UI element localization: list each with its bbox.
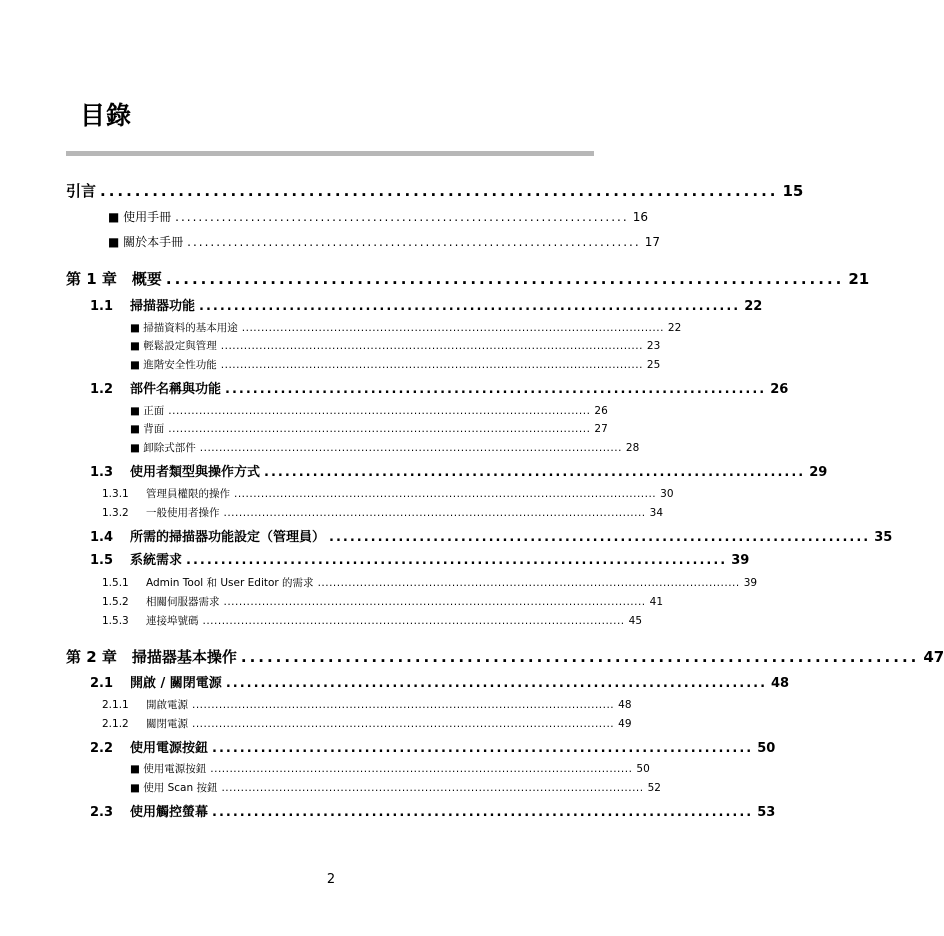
toc-page-number: 22 <box>744 299 763 314</box>
page-title: 目錄 <box>80 101 133 130</box>
toc-page-number: 30 <box>660 488 674 500</box>
toc-entry-1-2[interactable] <box>90 378 789 397</box>
toc-entry-label: 一般使用者操作 <box>146 507 220 519</box>
toc-leader-dots: .............................................................................. <box>225 676 768 691</box>
toc-entry-label: Admin Tool 和 User Editor 的需求 <box>146 577 314 589</box>
toc-page-number: 49 <box>618 718 632 730</box>
toc-entry-label: 掃描器功能 <box>130 299 196 314</box>
toc-entry-scan-data-usage[interactable] <box>130 320 682 335</box>
toc-page-number: 26 <box>770 382 789 397</box>
toc-entry-label: 部件名稱與功能 <box>130 382 222 397</box>
toc-entry-1-3[interactable] <box>90 461 828 480</box>
toc-entry-label: 開啟電源 <box>146 699 188 711</box>
toc-leader-dots: .............................................................................. <box>212 741 754 756</box>
toc-entry-label: 管理員權限的操作 <box>146 488 230 500</box>
toc-page-number: 15 <box>782 182 804 200</box>
toc-entry-label: 關閉電源 <box>146 718 188 730</box>
toc-leader-dots: .............................................................................................................. <box>317 577 740 589</box>
toc-leader-dots: .............................................................................................................. <box>221 782 644 794</box>
toc-page-number: 35 <box>874 530 893 545</box>
toc-entry-back[interactable] <box>130 421 608 436</box>
toc-entry-about-manual[interactable] <box>108 233 660 250</box>
toc-page-number: 45 <box>628 615 643 627</box>
toc-entry-manuals[interactable] <box>108 208 648 225</box>
toc-page-number: 21 <box>848 270 870 288</box>
toc-leader-dots: .............................................................................................................. <box>202 615 625 627</box>
toc-leader-dots: .............................................................................. <box>240 648 920 666</box>
toc-page-number: 41 <box>649 596 664 608</box>
toc-section-number: 2.2 <box>90 741 114 756</box>
toc-entry-label: ■ 正面 <box>130 405 165 417</box>
toc-entry-chapter-2[interactable] <box>66 646 944 667</box>
toc-leader-dots: .............................................................................................................. <box>223 507 646 519</box>
toc-section-number: 1.3 <box>90 465 114 480</box>
toc-entry-label: 連接埠號碼 <box>146 615 199 627</box>
toc-entry-label: ■ 使用手冊 <box>108 210 172 224</box>
toc-entry-label: 使用電源按鈕 <box>130 741 209 756</box>
toc-page-number: 28 <box>625 442 640 454</box>
toc-page-number: 17 <box>644 235 660 249</box>
toc-leader-dots: .............................................................................. <box>212 805 754 820</box>
toc-page-number: 22 <box>667 322 682 334</box>
toc-entry-label: ■ 掃描資料的基本用途 <box>130 322 238 334</box>
toc-entry-label: 所需的掃描器功能設定（管理員） <box>130 530 326 545</box>
toc-entry-label: ■ 卸除式部件 <box>130 442 196 454</box>
toc-page-number: 48 <box>771 676 790 691</box>
toc-section-number: 1.5.3 <box>102 615 129 627</box>
toc-entry-label: 使用觸控螢幕 <box>130 805 209 820</box>
toc-section-number: 2.1.2 <box>102 718 129 730</box>
toc-entry-1-5-1[interactable] <box>102 575 758 590</box>
toc-section-number: 1.1 <box>90 299 114 314</box>
toc-entry-2-2[interactable] <box>90 737 776 756</box>
toc-leader-dots: .............................................................................. <box>100 182 779 200</box>
toc-entry-1-5-2[interactable] <box>102 594 664 609</box>
toc-entry-1-5-3[interactable] <box>102 613 643 628</box>
page-number: 2 <box>326 872 336 887</box>
toc-page-number: 52 <box>647 782 661 794</box>
toc-entry-removable-parts[interactable] <box>130 440 640 455</box>
toc-section-number: 1.3.1 <box>102 488 129 500</box>
toc-leader-dots: .............................................................................. <box>199 299 741 314</box>
toc-entry-label: 系統需求 <box>130 553 183 568</box>
toc-entry-label: 相關伺服器需求 <box>146 596 220 608</box>
toc-leader-dots: .............................................................................................................. <box>220 340 643 352</box>
toc-entry-2-1-2[interactable] <box>102 716 632 731</box>
toc-entry-label: ■ 進階安全性功能 <box>130 359 217 371</box>
toc-entry-security-features[interactable] <box>130 357 661 372</box>
toc-leader-dots: .............................................................................................................. <box>241 322 664 334</box>
toc-page-number: 53 <box>757 805 776 820</box>
toc-leader-dots: .............................................................................. <box>165 270 845 288</box>
toc-leader-dots: .............................................................................................................. <box>220 359 643 371</box>
toc-entry-2-1-1[interactable] <box>102 697 632 712</box>
toc-section-number: 1.5.2 <box>102 596 129 608</box>
toc-page-number: 50 <box>757 741 776 756</box>
toc-entry-1-1[interactable] <box>90 295 763 314</box>
toc-page-number: 39 <box>743 577 758 589</box>
toc-entry-label: ■ 關於本手冊 <box>108 235 184 249</box>
toc-leader-dots: .............................................................................................................. <box>234 488 657 500</box>
toc-page-number: 29 <box>809 465 828 480</box>
toc-entry-label: 開啟 / 關閉電源 <box>130 676 222 691</box>
toc-entry-1-3-1[interactable] <box>102 486 674 501</box>
toc-leader-dots: .............................................................................................................. <box>192 699 615 711</box>
toc-section-number: 2.1.1 <box>102 699 129 711</box>
toc-leader-dots: .............................................................................. <box>187 235 641 249</box>
toc-entry-label: 第 2 章 掃描器基本操作 <box>66 648 237 666</box>
toc-leader-dots: .............................................................................................................. <box>192 718 615 730</box>
toc-entry-label: ■ 使用 Scan 按鈕 <box>130 782 218 794</box>
toc-entry-label: ■ 輕鬆設定與管理 <box>130 340 217 352</box>
toc-page-number: 23 <box>646 340 661 352</box>
toc-leader-dots: .............................................................................. <box>225 382 767 397</box>
toc-entry-easy-setup[interactable] <box>130 338 661 353</box>
toc-entry-scan-button[interactable] <box>130 780 661 795</box>
toc-leader-dots: .............................................................................. <box>175 210 629 224</box>
toc-section-number: 1.4 <box>90 530 114 545</box>
toc-page-number: 50 <box>636 763 650 775</box>
toc-leader-dots: .............................................................................................................. <box>223 596 646 608</box>
toc-entry-label: ■ 背面 <box>130 423 165 435</box>
toc-section-number: 1.3.2 <box>102 507 129 519</box>
toc-leader-dots: .............................................................................................................. <box>210 763 633 775</box>
toc-page-number: 47 <box>923 648 944 666</box>
toc-page-number: 39 <box>731 553 750 568</box>
toc-entry-power-button[interactable] <box>130 761 650 776</box>
toc-entry-1-5[interactable] <box>90 549 750 568</box>
toc-entry-introduction[interactable] <box>66 180 804 201</box>
toc-entry-1-3-2[interactable] <box>102 505 664 520</box>
toc-section-number: 2.3 <box>90 805 114 820</box>
toc-leader-dots: .............................................................................. <box>264 465 806 480</box>
toc-entry-front[interactable] <box>130 403 608 418</box>
toc-leader-dots: .............................................................................. <box>329 530 871 545</box>
toc-entry-label: 第 1 章 概要 <box>66 270 162 288</box>
toc-entry-label: 使用者類型與操作方式 <box>130 465 261 480</box>
title-divider <box>66 151 594 156</box>
toc-entry-label: ■ 使用電源按鈕 <box>130 763 207 775</box>
toc-section-number: 2.1 <box>90 676 114 691</box>
toc-page-number: 27 <box>594 423 608 435</box>
toc-entry-label: 引言 <box>66 182 97 200</box>
toc-page-number: 48 <box>618 699 632 711</box>
toc-section-number: 1.5.1 <box>102 577 129 589</box>
toc-page-number: 25 <box>646 359 661 371</box>
toc-page-number: 26 <box>594 405 608 417</box>
toc-leader-dots: .............................................................................................................. <box>168 405 591 417</box>
toc-entry-2-1[interactable] <box>90 672 790 691</box>
toc-page-number: 34 <box>649 507 664 519</box>
toc-entry-2-3[interactable] <box>90 801 776 820</box>
toc-section-number: 1.5 <box>90 553 114 568</box>
toc-leader-dots: .............................................................................................................. <box>199 442 622 454</box>
toc-entry-1-4[interactable] <box>90 526 893 545</box>
toc-leader-dots: .............................................................................................................. <box>168 423 591 435</box>
toc-entry-chapter-1[interactable] <box>66 268 870 289</box>
toc-section-number: 1.2 <box>90 382 114 397</box>
toc-leader-dots: .............................................................................. <box>186 553 728 568</box>
toc-page-number: 16 <box>632 210 648 224</box>
